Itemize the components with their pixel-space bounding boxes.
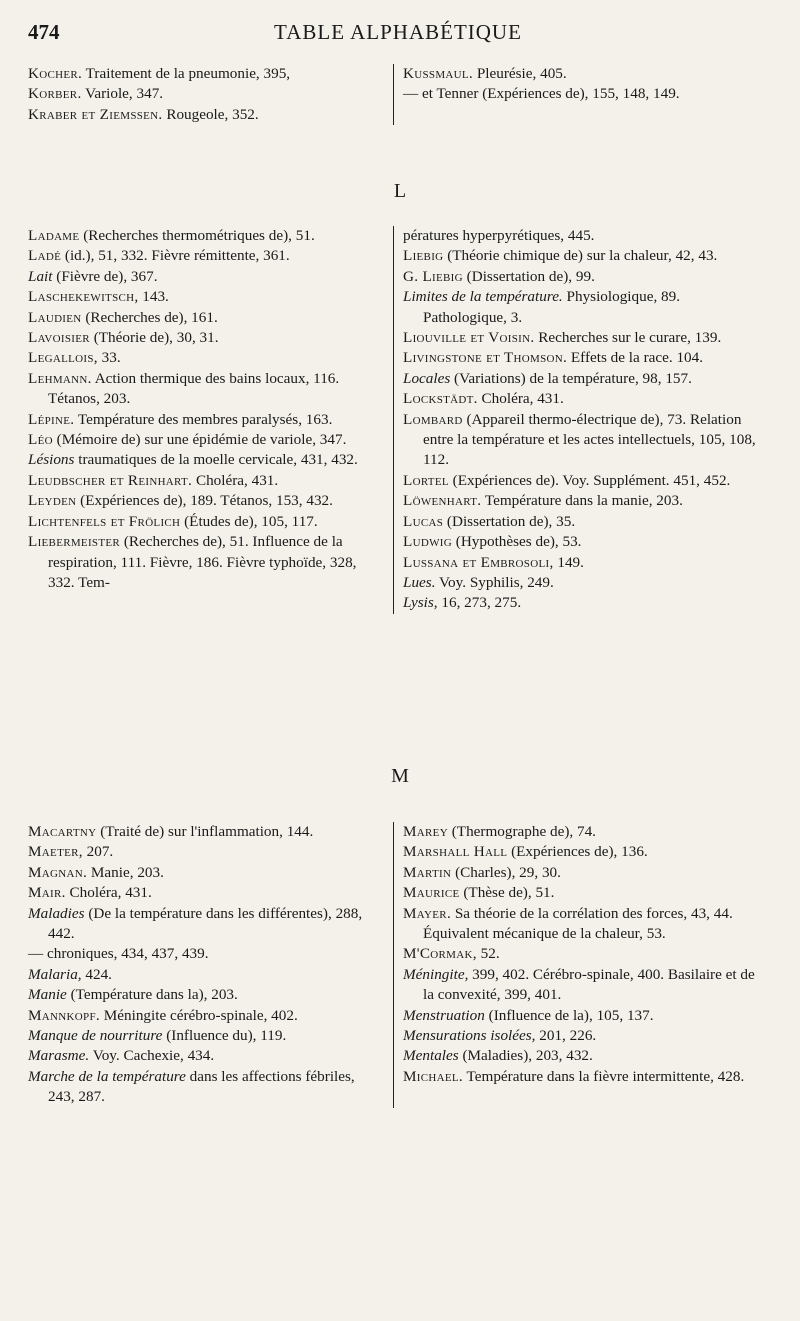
entry-term: Mensurations isolées,: [403, 1027, 536, 1045]
entry-references: Méningite cérébro-spinale, 402.: [99, 1006, 298, 1024]
index-entry: [28, 246, 384, 266]
index-entry: [28, 287, 384, 307]
entry-name: G. Liebig: [403, 267, 463, 285]
entry-term: Maladies: [28, 904, 85, 922]
entry-references: — chroniques, 434, 437, 439.: [28, 945, 209, 963]
entry-term: Lysis,: [403, 594, 438, 612]
index-entry: [403, 1006, 758, 1026]
entry-references: traumatiques de la moelle cervicale, 431, 432.: [74, 451, 358, 469]
index-entry: [28, 1006, 384, 1026]
index-column-left: [28, 822, 393, 1108]
index-entry: [28, 64, 384, 84]
entry-term: Marche de la température: [28, 1067, 186, 1085]
entry-name: Martin: [403, 863, 452, 881]
index-entry: [28, 1046, 384, 1066]
index-entry: [403, 246, 758, 266]
entry-references: (Théorie de), 30, 31.: [89, 329, 219, 347]
entry-term: Mentales: [403, 1047, 459, 1065]
index-entry: [403, 1026, 758, 1046]
entry-references: Choléra, 431.: [192, 471, 279, 489]
index-entry: [403, 863, 758, 883]
index-entry: [28, 84, 384, 104]
entry-name: Kraber et Ziemssen.: [28, 105, 163, 123]
entry-name: Mair.: [28, 884, 66, 902]
entry-references: 52.: [476, 945, 500, 963]
entry-term: Méningite,: [403, 965, 469, 983]
entry-references: (Influence du), 119.: [162, 1027, 287, 1045]
entry-name: Lussana et Embrosoli,: [403, 553, 554, 571]
index-entry: [28, 842, 384, 862]
entry-references: (Thermographe de), 74.: [447, 823, 596, 840]
index-entry: [28, 1067, 384, 1108]
index-entry: [28, 471, 384, 491]
entry-references: (Variations) de la température, 98, 157.: [450, 369, 692, 387]
index-entry: [403, 491, 758, 511]
entry-name: Laudien: [28, 308, 82, 326]
entry-references: Température des membres paralysés, 163.: [74, 410, 333, 428]
index-entry: [403, 267, 758, 287]
index-entry: [403, 944, 758, 964]
index-entry: [28, 328, 384, 348]
index-entry: [403, 965, 758, 1006]
entry-references: Physiologique, 89. Pathologique, 3.: [423, 288, 681, 326]
index-entry: [28, 822, 384, 842]
entry-term: Marasme.: [28, 1047, 90, 1065]
index-entry: [403, 904, 758, 945]
index-entry: [403, 822, 758, 842]
index-entry: [28, 308, 384, 328]
entry-references: (Température dans la), 203.: [66, 986, 238, 1004]
entry-name: Livingstone et Thomson.: [403, 349, 568, 367]
running-title: TABLE ALPHABÉTIQUE: [274, 20, 522, 44]
entry-term: Manque de nourriture: [28, 1027, 163, 1045]
entry-name: Lucas: [403, 512, 444, 530]
index-entry: [28, 348, 384, 368]
index-entry: [28, 226, 384, 246]
entry-references: (Traité de) sur l'inflammation, 144.: [96, 823, 314, 840]
entry-references: Variole, 347.: [81, 85, 164, 103]
entry-term: Lait: [28, 267, 53, 285]
entry-references: Choléra, 431.: [477, 390, 564, 408]
entry-name: Ladame: [28, 227, 80, 244]
entry-name: Liebermeister: [28, 533, 121, 551]
entry-name: Lavoisier: [28, 329, 90, 347]
entry-term: Lésions: [28, 451, 75, 469]
entry-name: Marshall Hall: [403, 843, 508, 861]
entry-term: Manie: [28, 986, 67, 1004]
entry-term: Limites de la température.: [403, 288, 563, 306]
entry-references: Température dans la manie, 203.: [481, 492, 683, 510]
index-entry: [28, 1026, 384, 1046]
index-entry: [28, 985, 384, 1005]
entry-references: (Expériences de), 189. Tétanos, 153, 432.: [76, 492, 333, 510]
entry-references: Voy. Cachexie, 434.: [89, 1047, 215, 1065]
index-entry: [403, 226, 758, 246]
entry-references: Traitement de la pneumonie, 395,: [82, 65, 291, 82]
entry-name: Lockstädt.: [403, 390, 478, 408]
index-entry: [403, 287, 758, 328]
index-entry: [403, 369, 758, 389]
entry-references: (Expériences de), 136.: [507, 843, 648, 861]
index-entry: [28, 965, 384, 985]
index-column-left: [28, 226, 393, 614]
index-entry: [28, 904, 384, 945]
entry-term: Lues.: [403, 573, 436, 591]
entry-name: Maurice: [403, 884, 460, 902]
entry-references: Action thermique des bains locaux, 116. Tétanos, 203.: [48, 369, 340, 408]
entry-references: 399, 402. Cérébro-spinale, 400. Basilaire et de la convexité, 399, 401.: [423, 965, 755, 1004]
index-entry: [403, 532, 758, 552]
entry-references: (Dissertation de), 99.: [462, 267, 595, 285]
index-entry: [28, 450, 384, 470]
index-entry: [28, 944, 384, 964]
index-entry: [403, 883, 758, 903]
index-entry: [403, 348, 758, 368]
index-block-l: [28, 226, 768, 614]
index-entry: [28, 410, 384, 430]
index-column-right: [393, 64, 758, 125]
entry-references: (Thèse de), 51.: [459, 884, 555, 902]
entry-references: (De la température dans les différentes), 288, 442.: [48, 904, 363, 943]
entry-references: (Expériences de). Voy. Supplément. 451, 452.: [448, 471, 731, 489]
entry-name: Kocher.: [28, 65, 83, 82]
entry-name: Macartny: [28, 823, 97, 840]
entry-name: Magnan.: [28, 863, 88, 881]
index-entry: [28, 430, 384, 450]
entry-references: (Charles), 29, 30.: [451, 863, 561, 881]
index-entry: [403, 1067, 758, 1087]
entry-references: (Théorie chimique de) sur la chaleur, 42, 43.: [443, 247, 718, 265]
index-column-left: [28, 64, 393, 125]
index-block-k: [28, 64, 768, 125]
entry-references: (Hypothèses de), 53.: [451, 533, 582, 551]
entry-name: Lortel: [403, 471, 449, 489]
entry-references: Manie, 203.: [87, 863, 164, 881]
entry-references: 16, 273, 275.: [437, 594, 522, 612]
entry-name: Lehmann.: [28, 369, 92, 387]
index-entry: [403, 512, 758, 532]
entry-name: Laschekewitsch,: [28, 288, 139, 306]
entry-name: Lépine.: [28, 410, 75, 428]
entry-references: (Recherches de), 51. Influence de la respiration, 111. Fièvre, 186. Fièvre typhoïde, 328, 332. Tem-: [48, 533, 357, 591]
entry-references: (Mémoire de) sur une épidémie de variole, 347.: [52, 431, 347, 449]
index-entry: [403, 389, 758, 409]
entry-references: Pleurésie, 405.: [473, 65, 567, 82]
index-entry: [403, 328, 758, 348]
entry-references: 33.: [97, 349, 121, 367]
entry-references: Température dans la fièvre intermittente, 428.: [463, 1067, 745, 1085]
index-entry: [403, 573, 758, 593]
index-entry: [403, 553, 758, 573]
index-column-right: [393, 226, 758, 614]
entry-references: (Influence de la), 105, 137.: [484, 1006, 654, 1024]
entry-references: 149.: [553, 553, 584, 571]
entry-name: Korber.: [28, 85, 82, 103]
entry-references: dans les affections fébriles, 243, 287.: [48, 1067, 355, 1106]
entry-references: Rougeole, 352.: [162, 105, 259, 123]
entry-references: (id.), 51, 332. Fièvre rémittente, 361.: [61, 247, 290, 265]
entry-name: Ladé: [28, 247, 62, 265]
index-entry: [28, 883, 384, 903]
entry-references: 424.: [81, 965, 112, 983]
entry-name: Löwenhart.: [403, 492, 482, 510]
index-entry: [28, 491, 384, 511]
entry-name: Lichtenfels et Frölich: [28, 512, 181, 530]
index-entry: [28, 512, 384, 532]
entry-name: Leudbscher et Reinhart.: [28, 471, 193, 489]
section-letter-m: M: [391, 765, 409, 787]
entry-references: (Maladies), 203, 432.: [458, 1047, 593, 1065]
entry-name: Léo: [28, 431, 53, 449]
index-block-m: [28, 822, 768, 1108]
index-entry: [403, 842, 758, 862]
index-entry: [28, 105, 384, 125]
index-entry: [28, 863, 384, 883]
entry-references: (Appareil thermo-électrique de), 73. Relation entre la température et les actes intellectuels, 105, 108, 112.: [423, 410, 756, 469]
entry-references: 201, 226.: [535, 1027, 597, 1045]
index-entry: [403, 64, 758, 84]
section-letter-l: L: [393, 180, 407, 202]
entry-references: (Recherches de), 161.: [81, 308, 218, 326]
entry-name: Ludwig: [403, 533, 452, 551]
entry-references: — et Tenner (Expériences de), 155, 148, 149.: [403, 85, 680, 103]
entry-term: Locales: [403, 369, 451, 387]
entry-references: Sa théorie de la corrélation des forces, 43, 44. Équivalent mécanique de la chaleur, 53.: [423, 904, 733, 943]
index-entry: [403, 471, 758, 491]
entry-references: pératures hyperpyrétiques, 445.: [403, 227, 595, 244]
index-entry: [403, 1046, 758, 1066]
entry-name: Leyden: [28, 492, 77, 510]
index-entry: [28, 267, 384, 287]
entry-references: 207.: [82, 843, 114, 861]
page-header: [28, 20, 768, 48]
entry-references: (Recherches thermométriques de), 51.: [79, 227, 315, 244]
entry-name: Kussmaul.: [403, 65, 474, 82]
entry-name: Mannkopf.: [28, 1006, 100, 1024]
entry-name: Liebig: [403, 247, 444, 265]
index-entry: [28, 369, 384, 410]
entry-references: (Dissertation de), 35.: [443, 512, 576, 530]
entry-references: (Fièvre de), 367.: [52, 267, 158, 285]
entry-name: Maeter,: [28, 843, 83, 861]
entry-references: Voy. Syphilis, 249.: [435, 573, 554, 591]
entry-references: 143.: [138, 288, 169, 306]
entry-references: Recherches sur le curare, 139.: [534, 329, 722, 347]
index-entry: [403, 593, 758, 613]
entry-name: Lombard: [403, 410, 463, 428]
entry-name: Legallois,: [28, 349, 98, 367]
index-entry: [403, 84, 758, 104]
entry-references: Choléra, 431.: [65, 884, 152, 902]
index-entry: [403, 410, 758, 471]
entry-name: Mayer.: [403, 904, 452, 922]
index-entry: [28, 532, 384, 593]
entry-name: Liouville et Voisin.: [403, 329, 535, 347]
index-column-right: [393, 822, 758, 1108]
entry-references: Effets de la race. 104.: [567, 349, 704, 367]
entry-name: Marey: [403, 823, 448, 840]
entry-references: (Études de), 105, 117.: [180, 512, 318, 530]
page-number: 474: [28, 20, 60, 44]
entry-name: M'Cormak,: [403, 945, 477, 963]
entry-term: Malaria,: [28, 965, 82, 983]
entry-term: Menstruation: [403, 1006, 485, 1024]
entry-name: Michael.: [403, 1067, 464, 1085]
